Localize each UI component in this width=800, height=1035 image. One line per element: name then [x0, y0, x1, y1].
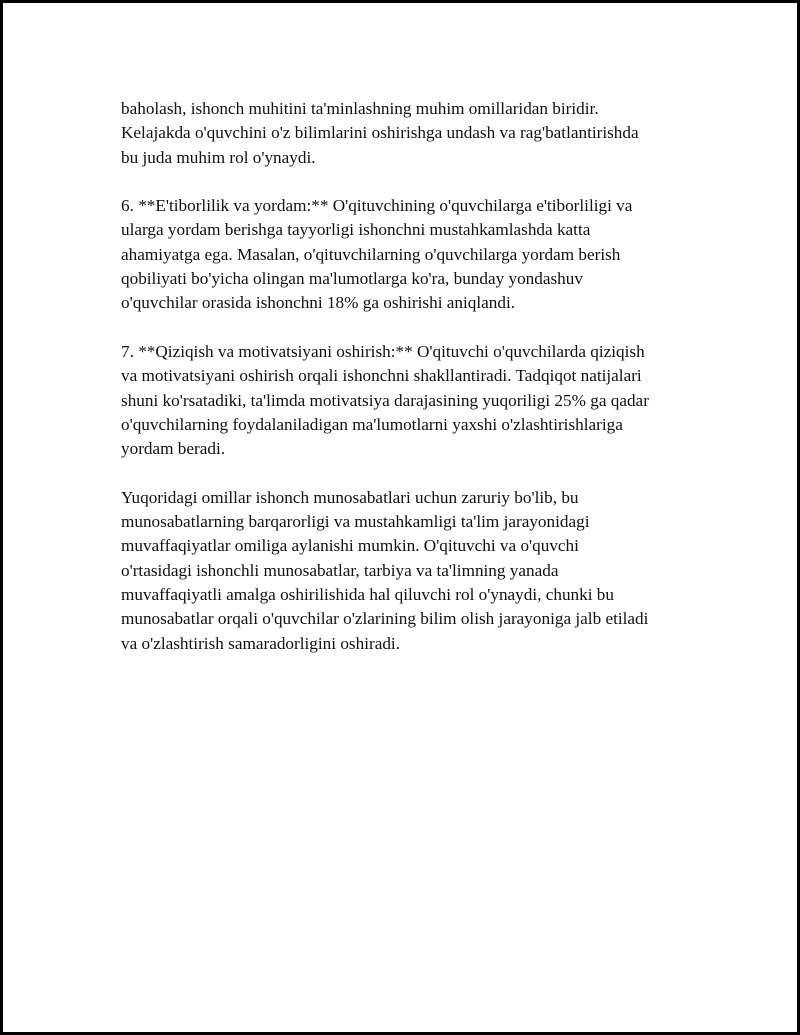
- paragraph-item-6: 6. **E'tiborlilik va yordam:** O'qituvchining o'quvchilarga e'tiborliligi va ularga yordam berishga tayyorligi ishonchni mustahkamlashda katta ahamiyatga ega. Masalan, o'qituvchilarning o'quvchilarga yordam berish qobiliyati bo'yicha olingan ma'lumotlarga ko'ra, bunday yondashuv o'quvchilar orasida ishonchni 18% ga oshirishi aniqlandi.: [121, 196, 633, 313]
- paragraph-item-7: 7. **Qiziqish va motivatsiyani oshirish:** O'qituvchi o'quvchilarda qiziqish va motivatsiyani oshirish orqali ishonchni shakllantiradi. Tadqiqot natijalari shuni ko'rsatadiki, ta'limda motivatsiya darajasining yuqoriligi 25% ga qadar o'quvchilarning foydalaniladigan ma'lumotlarni yaxshi o'zlashtirishlariga yordam beradi.: [121, 341, 649, 459]
- paragraph-conclusion: Yuqoridagi omillar ishonch munosabatlari uchun zaruriy bo'lib, bu munosabatlarning barqarorligi va mustahkamligi ta'lim jarayonidagi muvaffaqiyatlar omiliga aylanishi mumkin. O'qituvchi va o'quvchi o'rtasidagi ishonchli munosabatlar, tarbiya va ta'limning yanada muvaffaqiyatli amalga oshirilishida hal qiluvchi rol o'ynaydi, chunki bu munosabatlar orqali o'quvchilar o'zlarining bilim olish jarayoniga jalb etiladi va o'zlashtirish samaradorligini oshiradi.: [121, 487, 649, 653]
- paragraph-continuation: baholash, ishonch muhitini ta'minlashning muhim omillaridan biridir. Kelajakda o'quvchini o'z bilimlarini oshirishga undash va rag'batlantirishda bu juda muhim rol o'ynaydi.: [121, 99, 639, 167]
- document-body: [121, 97, 693, 680]
